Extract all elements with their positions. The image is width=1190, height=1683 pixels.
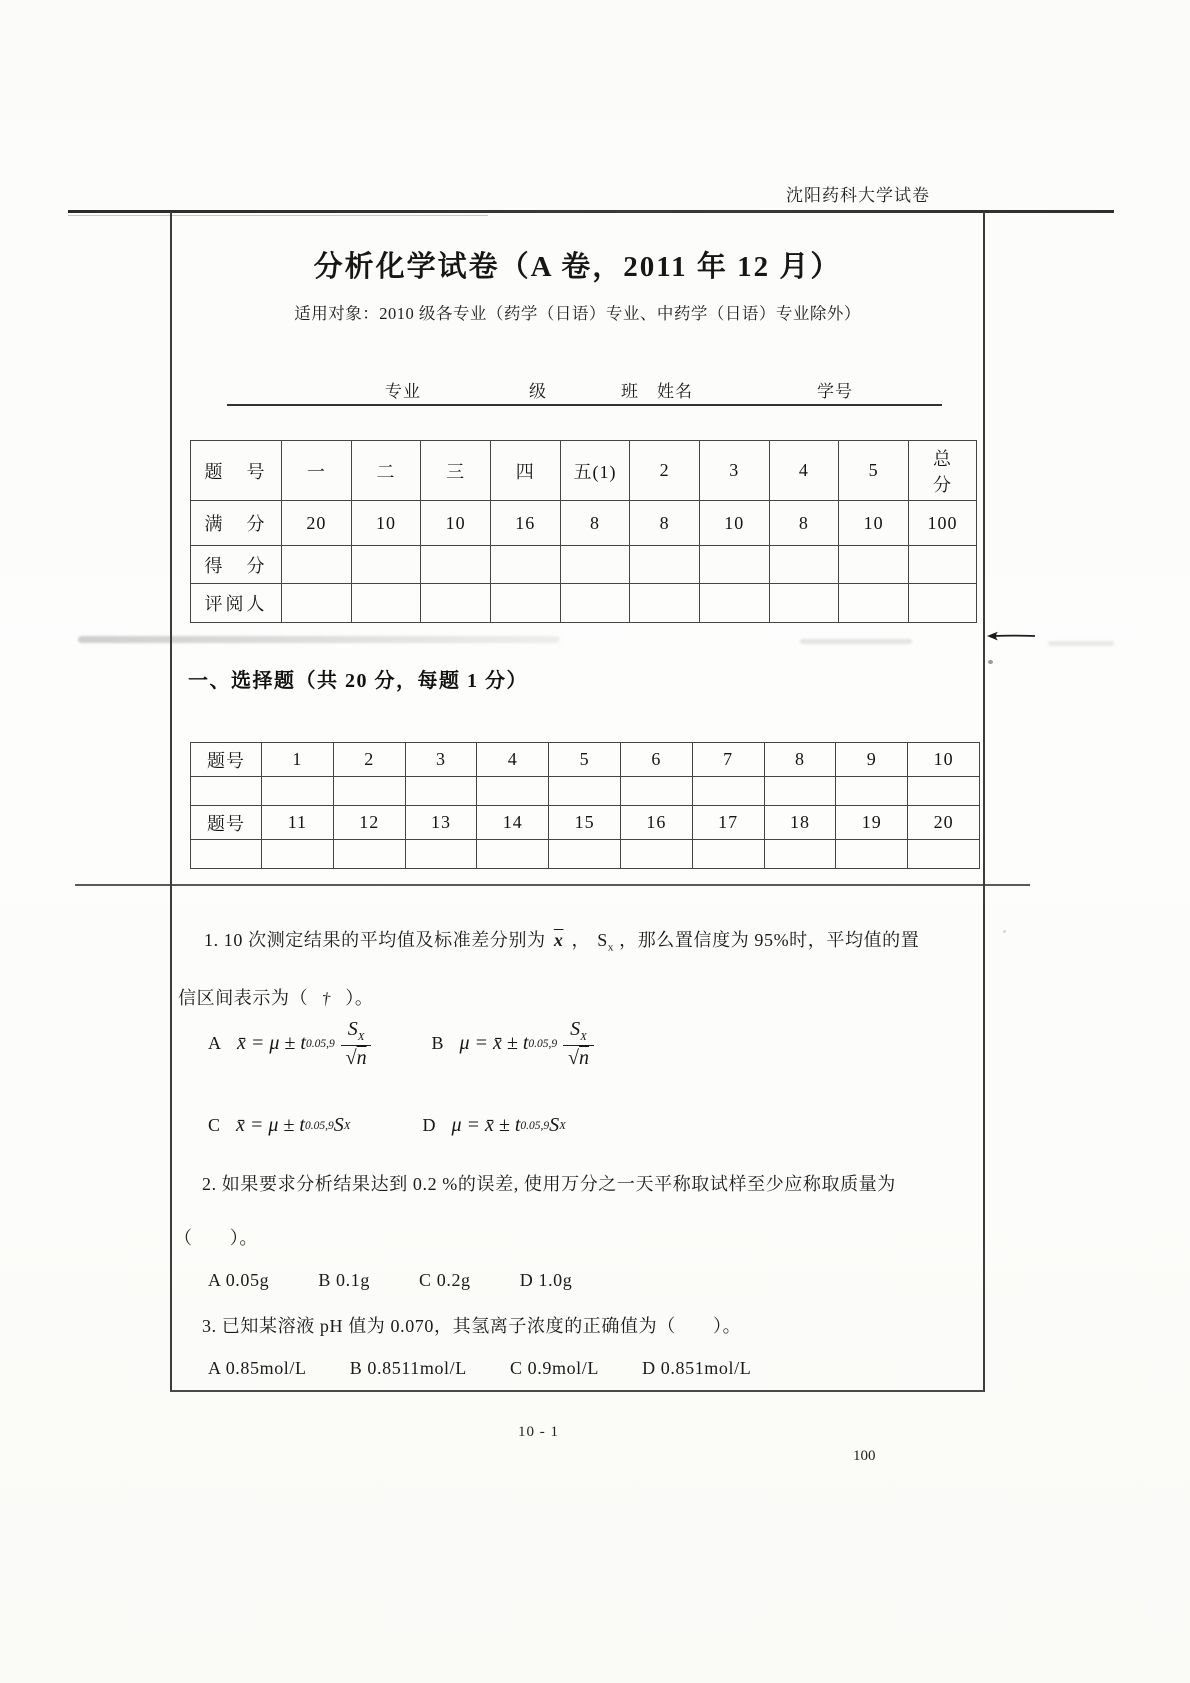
answer-table-cell: 13 xyxy=(405,806,477,840)
formula-fraction xyxy=(563,1018,594,1070)
exam-title: 分析化学试卷（A 卷，2011 年 12 月） xyxy=(313,251,842,283)
score-table-cell: 8 xyxy=(769,501,839,546)
info-label-student-id: 学号 xyxy=(817,382,853,401)
table-row xyxy=(191,840,980,869)
score-table-cell xyxy=(490,584,560,623)
question-2-parens: （ ）。 xyxy=(174,1228,258,1248)
score-table-cell xyxy=(769,584,839,623)
answer-table-cell: 7 xyxy=(692,743,764,777)
score-table-cell xyxy=(699,584,769,623)
answer-table-cell xyxy=(908,777,980,806)
score-table-cell: 10 xyxy=(839,501,909,546)
formula-t-subscript: 0.05,9 xyxy=(520,1119,550,1132)
score-table-cell: 10 xyxy=(421,501,491,546)
formula-lhs: μ = x̄ ± t xyxy=(459,1032,529,1055)
answer-table-cell xyxy=(477,777,549,806)
formula-tail-subscript: X xyxy=(343,1119,351,1132)
q2-option: C 0.2g xyxy=(419,1270,471,1290)
q1-separator: ， xyxy=(571,930,591,950)
score-table-cell: 2 xyxy=(630,441,700,501)
fraction-denominator: √n xyxy=(345,1046,367,1069)
answer-table-cell: 17 xyxy=(692,806,764,840)
q3-option: A 0.85mol/L xyxy=(208,1358,307,1378)
score-table-cell-row-header: 得 分 xyxy=(191,546,282,584)
pen-tick-mark: † xyxy=(320,988,333,1009)
fraction-numerator: $S_X$ xyxy=(341,1018,372,1046)
q2-option: A 0.05g xyxy=(208,1270,270,1290)
info-label-name: 姓名 xyxy=(657,382,693,401)
option-label: D xyxy=(422,1115,436,1135)
score-table-cell xyxy=(630,584,700,623)
q1-options-cd xyxy=(208,1114,566,1137)
answer-table-cell xyxy=(692,840,764,869)
answer-table-cell xyxy=(764,840,836,869)
q3-option: C 0.9mol/L xyxy=(509,1358,599,1378)
q1-options-ab xyxy=(208,1018,596,1070)
score-table-cell: 五(1) xyxy=(560,441,630,501)
answer-table-cell: 16 xyxy=(620,806,692,840)
q1-option-d xyxy=(422,1114,565,1137)
answer-table-cell: 19 xyxy=(836,806,908,840)
question-1-line-1 xyxy=(186,926,994,954)
answer-table-cell xyxy=(405,840,477,869)
answer-table-cell xyxy=(405,777,477,806)
answer-table-cell-row-header xyxy=(191,840,262,869)
q1-option-a xyxy=(208,1018,373,1070)
score-table-cell: 10 xyxy=(699,501,769,546)
info-label-major: 专业 xyxy=(385,382,421,401)
answer-table-cell xyxy=(620,777,692,806)
section-one-heading: 一、选择题（共 20 分，每题 1 分） xyxy=(188,670,528,692)
score-table-cell: 3 xyxy=(699,441,769,501)
answer-table-cell: 8 xyxy=(764,743,836,777)
answer-table-cell: 9 xyxy=(836,743,908,777)
answer-table-cell xyxy=(549,777,621,806)
option-label: C xyxy=(208,1115,221,1135)
answer-table-cell: 10 xyxy=(908,743,980,777)
score-table-cell: 20 xyxy=(282,501,352,546)
answer-table-cell: 11 xyxy=(262,806,334,840)
score-table-cell: 4 xyxy=(769,441,839,501)
formula-lhs: x̄ = μ ± t xyxy=(236,1114,305,1136)
formula-tail-subscript: X xyxy=(559,1119,566,1132)
q1-line2-pre: 信区间表示为（ xyxy=(178,988,309,1008)
std-dev-symbol: S xyxy=(597,930,608,950)
score-table-cell xyxy=(839,584,909,623)
answer-table-cell xyxy=(262,777,334,806)
answer-table-cell: 20 xyxy=(908,806,980,840)
exam-audience: 适用对象：2010 级各专业（药学（日语）专业、中药学（日语）专业除外） xyxy=(294,304,861,323)
q2-option: D 1.0g xyxy=(519,1270,573,1290)
option-label: A xyxy=(208,1033,221,1054)
formula-t-subscript: 0.05,9 xyxy=(528,1037,558,1050)
question-1-line-2 xyxy=(178,984,374,1010)
score-table-cell: 二 xyxy=(351,441,421,501)
answer-table-cell xyxy=(620,840,692,869)
info-label-grade: 级 xyxy=(529,382,547,401)
answer-table-cell xyxy=(333,840,405,869)
q3-option: D 0.851mol/L xyxy=(642,1358,752,1378)
answer-table-cell xyxy=(333,777,405,806)
university-header: 沈阳药科大学试卷 xyxy=(786,186,930,205)
answer-table-cell-row-header: 题号 xyxy=(191,743,262,777)
answer-table-cell xyxy=(836,777,908,806)
fraction-denominator: √n xyxy=(568,1046,590,1069)
score-table-cell xyxy=(490,546,560,584)
formula-lhs: μ = x̄ ± t xyxy=(451,1114,521,1136)
exam-paper-box xyxy=(170,212,985,1392)
table-row xyxy=(191,584,977,623)
score-table-cell xyxy=(351,546,421,584)
score-table-cell xyxy=(769,546,839,584)
score-table-cell-row-header: 题 号 xyxy=(191,441,282,501)
score-table-cell xyxy=(282,546,352,584)
table-row xyxy=(191,806,980,840)
score-table-cell xyxy=(421,584,491,623)
formula-t-subscript: 0.05,9 xyxy=(304,1119,334,1132)
q2-option: B 0.1g xyxy=(318,1270,370,1290)
answer-table xyxy=(190,742,980,869)
score-table-cell: 10 xyxy=(351,501,421,546)
answer-table-cell: 4 xyxy=(477,743,549,777)
option-label: B xyxy=(431,1033,444,1054)
score-table-cell xyxy=(909,546,977,584)
formula-fraction xyxy=(341,1018,372,1070)
score-table-cell: 一 xyxy=(282,441,352,501)
table-row xyxy=(191,441,977,501)
q1-text-post: ，那么置信度为 95%时，平均值的置 xyxy=(619,930,920,950)
score-table-cell: 总 分 xyxy=(909,441,977,501)
table-row xyxy=(191,501,977,546)
page-footer-label: 10 - 1 xyxy=(518,1424,559,1440)
std-dev-subscript: x xyxy=(607,941,614,954)
answer-table-cell: 5 xyxy=(549,743,621,777)
answer-table-cell: 12 xyxy=(333,806,405,840)
q1-line2-post: ）。 xyxy=(345,988,374,1008)
scan-smudge-artifact xyxy=(1048,641,1114,646)
q1-option-b xyxy=(431,1018,595,1070)
score-table-cell: 8 xyxy=(630,501,700,546)
q1-text-pre: 1. 10 次测定结果的平均值及标准差分别为 xyxy=(204,930,546,950)
score-table-cell: 5 xyxy=(839,441,909,501)
table-row xyxy=(191,546,977,584)
answer-table-cell: 18 xyxy=(764,806,836,840)
info-label-class: 班 xyxy=(621,382,639,401)
score-table-cell: 8 xyxy=(560,501,630,546)
question-3-line-1: 3. 已知某溶液 pH 值为 0.070，其氢离子浓度的正确值为（ ）。 xyxy=(202,1316,742,1336)
score-table-cell: 四 xyxy=(490,441,560,501)
answer-table-cell: 1 xyxy=(262,743,334,777)
answer-table-cell xyxy=(764,777,836,806)
answer-table-cell xyxy=(692,777,764,806)
question-3-options xyxy=(208,1358,789,1379)
page-footer-number: 100 xyxy=(853,1448,876,1464)
question-2-line-1: 2. 如果要求分析结果达到 0.2 %的误差, 使用万分之一天平称取试样至少应称取质量为 xyxy=(202,1174,896,1194)
score-table-cell xyxy=(909,584,977,623)
answer-table-cell: 6 xyxy=(620,743,692,777)
answer-table-cell xyxy=(549,840,621,869)
score-table-cell: 16 xyxy=(490,501,560,546)
score-table-cell-row-header: 满 分 xyxy=(191,501,282,546)
score-table-cell xyxy=(282,584,352,623)
score-table-cell xyxy=(630,546,700,584)
score-table-cell xyxy=(699,546,769,584)
answer-table-cell xyxy=(477,840,549,869)
q1-option-c xyxy=(208,1114,350,1137)
fraction-numerator: $S_X$ xyxy=(563,1018,594,1046)
answer-table-cell: 15 xyxy=(549,806,621,840)
answer-table-cell: 14 xyxy=(477,806,549,840)
score-table xyxy=(190,440,977,623)
answer-table-cell: 3 xyxy=(405,743,477,777)
score-table-cell xyxy=(839,546,909,584)
score-table-cell xyxy=(560,546,630,584)
ink-dot-artifact xyxy=(1003,930,1006,933)
answer-table-cell xyxy=(908,840,980,869)
answer-table-cell-row-header: 题号 xyxy=(191,806,262,840)
q3-option: B 0.8511mol/L xyxy=(349,1358,467,1378)
table-row xyxy=(191,743,980,777)
ink-dot-artifact xyxy=(988,660,993,664)
student-info-line xyxy=(227,374,942,406)
score-table-cell: 三 xyxy=(421,441,491,501)
score-table-cell xyxy=(421,546,491,584)
mean-symbol: $\overline{x}$ xyxy=(553,930,564,950)
score-table-cell xyxy=(560,584,630,623)
question-2-options xyxy=(208,1270,616,1291)
answer-table-cell xyxy=(836,840,908,869)
table-row xyxy=(191,777,980,806)
score-table-cell xyxy=(351,584,421,623)
formula-tail: S xyxy=(333,1114,344,1136)
formula-t-subscript: 0.05,9 xyxy=(305,1037,335,1050)
score-table-cell: 100 xyxy=(909,501,977,546)
answer-table-cell-row-header xyxy=(191,777,262,806)
score-table-cell-row-header: 评阅人 xyxy=(191,584,282,623)
formula-tail: S xyxy=(549,1114,560,1136)
answer-table-cell xyxy=(262,840,334,869)
answer-table-cell: 2 xyxy=(333,743,405,777)
formula-lhs: x̄ = μ ± t xyxy=(237,1032,306,1055)
pen-arrow-mark xyxy=(986,628,1038,644)
